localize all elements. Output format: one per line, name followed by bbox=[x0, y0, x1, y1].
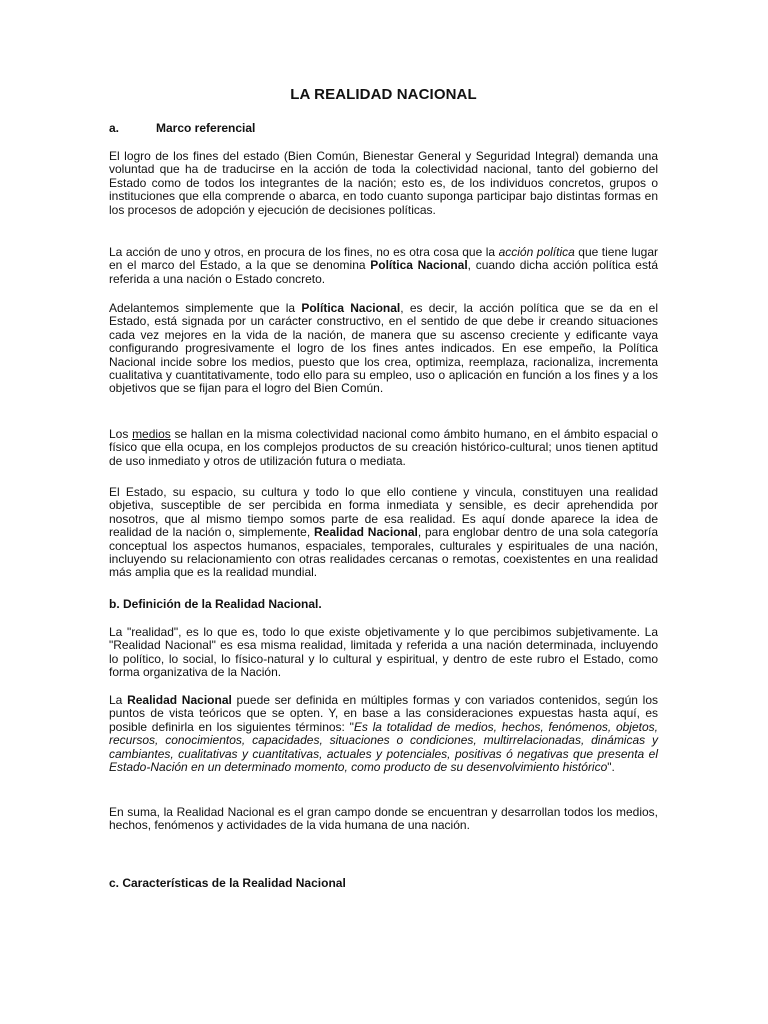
paragraph-a3-bold: Política Nacional bbox=[301, 301, 401, 315]
paragraph-b2-italic-definition: Es la totalidad de medios, hechos, fenómenos, objetos, recursos, conocimientos, capacidades, situaciones o condiciones, multirrelacionadas, dinámicas y cambiantes, cualitativas y cuantitativas, actuales y potenciales, positivas ó negativas que presenta el Estado-Nación en un determinado momento, como producto de su desenvolvimiento histórico bbox=[109, 719, 658, 775]
paragraph-a1: El logro de los fines del estado (Bien Común, Bienestar General y Seguridad Integral) demanda una voluntad que ha de traducirse en la acción de toda la colectividad nacional, tanto del gobierno del Estado como de todos los integrantes de la nación; esto es, de los individuos concretos, grupos o instituciones que ella comprende o abarca, en todo cuanto suponga participar bajo distintas formas en los procesos de adopción y ejecución de decisiones políticas. bbox=[109, 149, 658, 217]
paragraph-a2-text3: , cuando dicha acción política está referida a una nación o Estado concreto. bbox=[109, 258, 658, 286]
paragraph-b2-text2: puede ser definida en múltiples formas y con variados contenidos, según los puntos de vista teóricos que se opten. Y, en base a las consideraciones expuestas hasta aquí, es posible definirla en los siguientes términos: " bbox=[109, 693, 658, 734]
paragraph-a4-text2: se hallan en la misma colectividad nacional como ámbito humano, en el ámbito espacial o físico que ella ocupa, en los complejos productos de su creación histórico-cultural; unos tienen aptitud de uso inmediato y otros de utilización futura o mediata. bbox=[109, 427, 658, 468]
paragraph-b2 bbox=[109, 694, 658, 774]
paragraph-a4 bbox=[109, 428, 658, 468]
paragraph-a5-text2: , para englobar dentro de una sola categoría conceptual los aspectos humanos, espaciales, temporales, culturales y espirituales de una nación, incluyendo su relacionamiento con otras realidades cercanas o remotas, coexistentes en una realidad más amplia que es la realidad mundial. bbox=[109, 525, 658, 580]
paragraph-b2-bold: Realidad Nacional bbox=[127, 693, 232, 707]
paragraph-a3 bbox=[109, 302, 658, 396]
document-title: LA REALIDAD NACIONAL bbox=[290, 86, 477, 103]
paragraph-a5 bbox=[109, 486, 658, 580]
paragraph-a2-italic: acción política bbox=[498, 245, 575, 259]
paragraph-a2-text2: que tiene lugar en el marco del Estado, a la que se denomina bbox=[109, 245, 658, 273]
paragraph-a3-text1: Adelantemos simplemente que la bbox=[109, 301, 302, 315]
paragraph-a5-text1: El Estado, su espacio, su cultura y todo lo que ello contiene y vincula, constituyen una realidad objetiva, susceptible de ser percibida en forma inmediata y sensible, es decir aprehendida por nosotros, que al mismo tiempo somos parte de esa realidad. Es aquí donde aparece la idea de realidad de la nación o, simplemente, bbox=[109, 485, 658, 540]
paragraph-a2-bold: Política Nacional bbox=[370, 258, 468, 273]
section-a-letter: a. bbox=[109, 121, 120, 135]
paragraph-b3: En suma, la Realidad Nacional es el gran campo donde se encuentran y desarrollan todos los medios, hechos, fenómenos y actividades de la vida humana de una nación. bbox=[109, 805, 658, 833]
paragraph-b2-text1: La bbox=[109, 693, 128, 707]
paragraph-b1: La "realidad", es lo que es, todo lo que existe objetivamente y lo que percibimos subjetivamente. La "Realidad Nacional" es esa misma realidad, limitada y referida a una nación determinada, incluyendo lo político, lo social, lo físico-natural y lo cultural y espiritual, y dentro de este rubro el Estado, como forma organizativa de la Nación. bbox=[109, 625, 658, 680]
paragraph-a2-text1: La acción de uno y otros, en procura de los fines, no es otra cosa que la bbox=[109, 245, 499, 259]
paragraph-a2 bbox=[109, 246, 658, 286]
paragraph-b2-text3: ". bbox=[607, 760, 615, 775]
paragraph-a3-text2: , es decir, la acción política que se da en el Estado, está signada por un carácter constructivo, en el sentido de que debe ir creando situaciones cada vez mejores en la vida de la nación, de manera que su ascenso creciente y edificante vaya configurando progresivamente el logro de los fines antes indicados. En ese empeño, la Política Nacional incide sobre los medios, puesto que los crea, optimiza, reemplaza, racionaliza, incrementa cualitativa y cuantitativamente, todo ello para su empleo, uso o aplicación en función a los fines y a los objetivos que se fijan para el logro del Bien Común. bbox=[109, 301, 658, 396]
paragraph-a4-text1: Los bbox=[109, 427, 133, 441]
section-a-heading bbox=[109, 121, 255, 135]
paragraph-a4-underline: medios bbox=[132, 427, 171, 441]
section-a-title: Marco referencial bbox=[156, 121, 256, 135]
section-b-heading: b. Definición de la Realidad Nacional. bbox=[109, 597, 322, 611]
paragraph-a5-bold: Realidad Nacional bbox=[313, 525, 418, 540]
section-c-heading: c. Características de la Realidad Nacional bbox=[109, 876, 346, 890]
